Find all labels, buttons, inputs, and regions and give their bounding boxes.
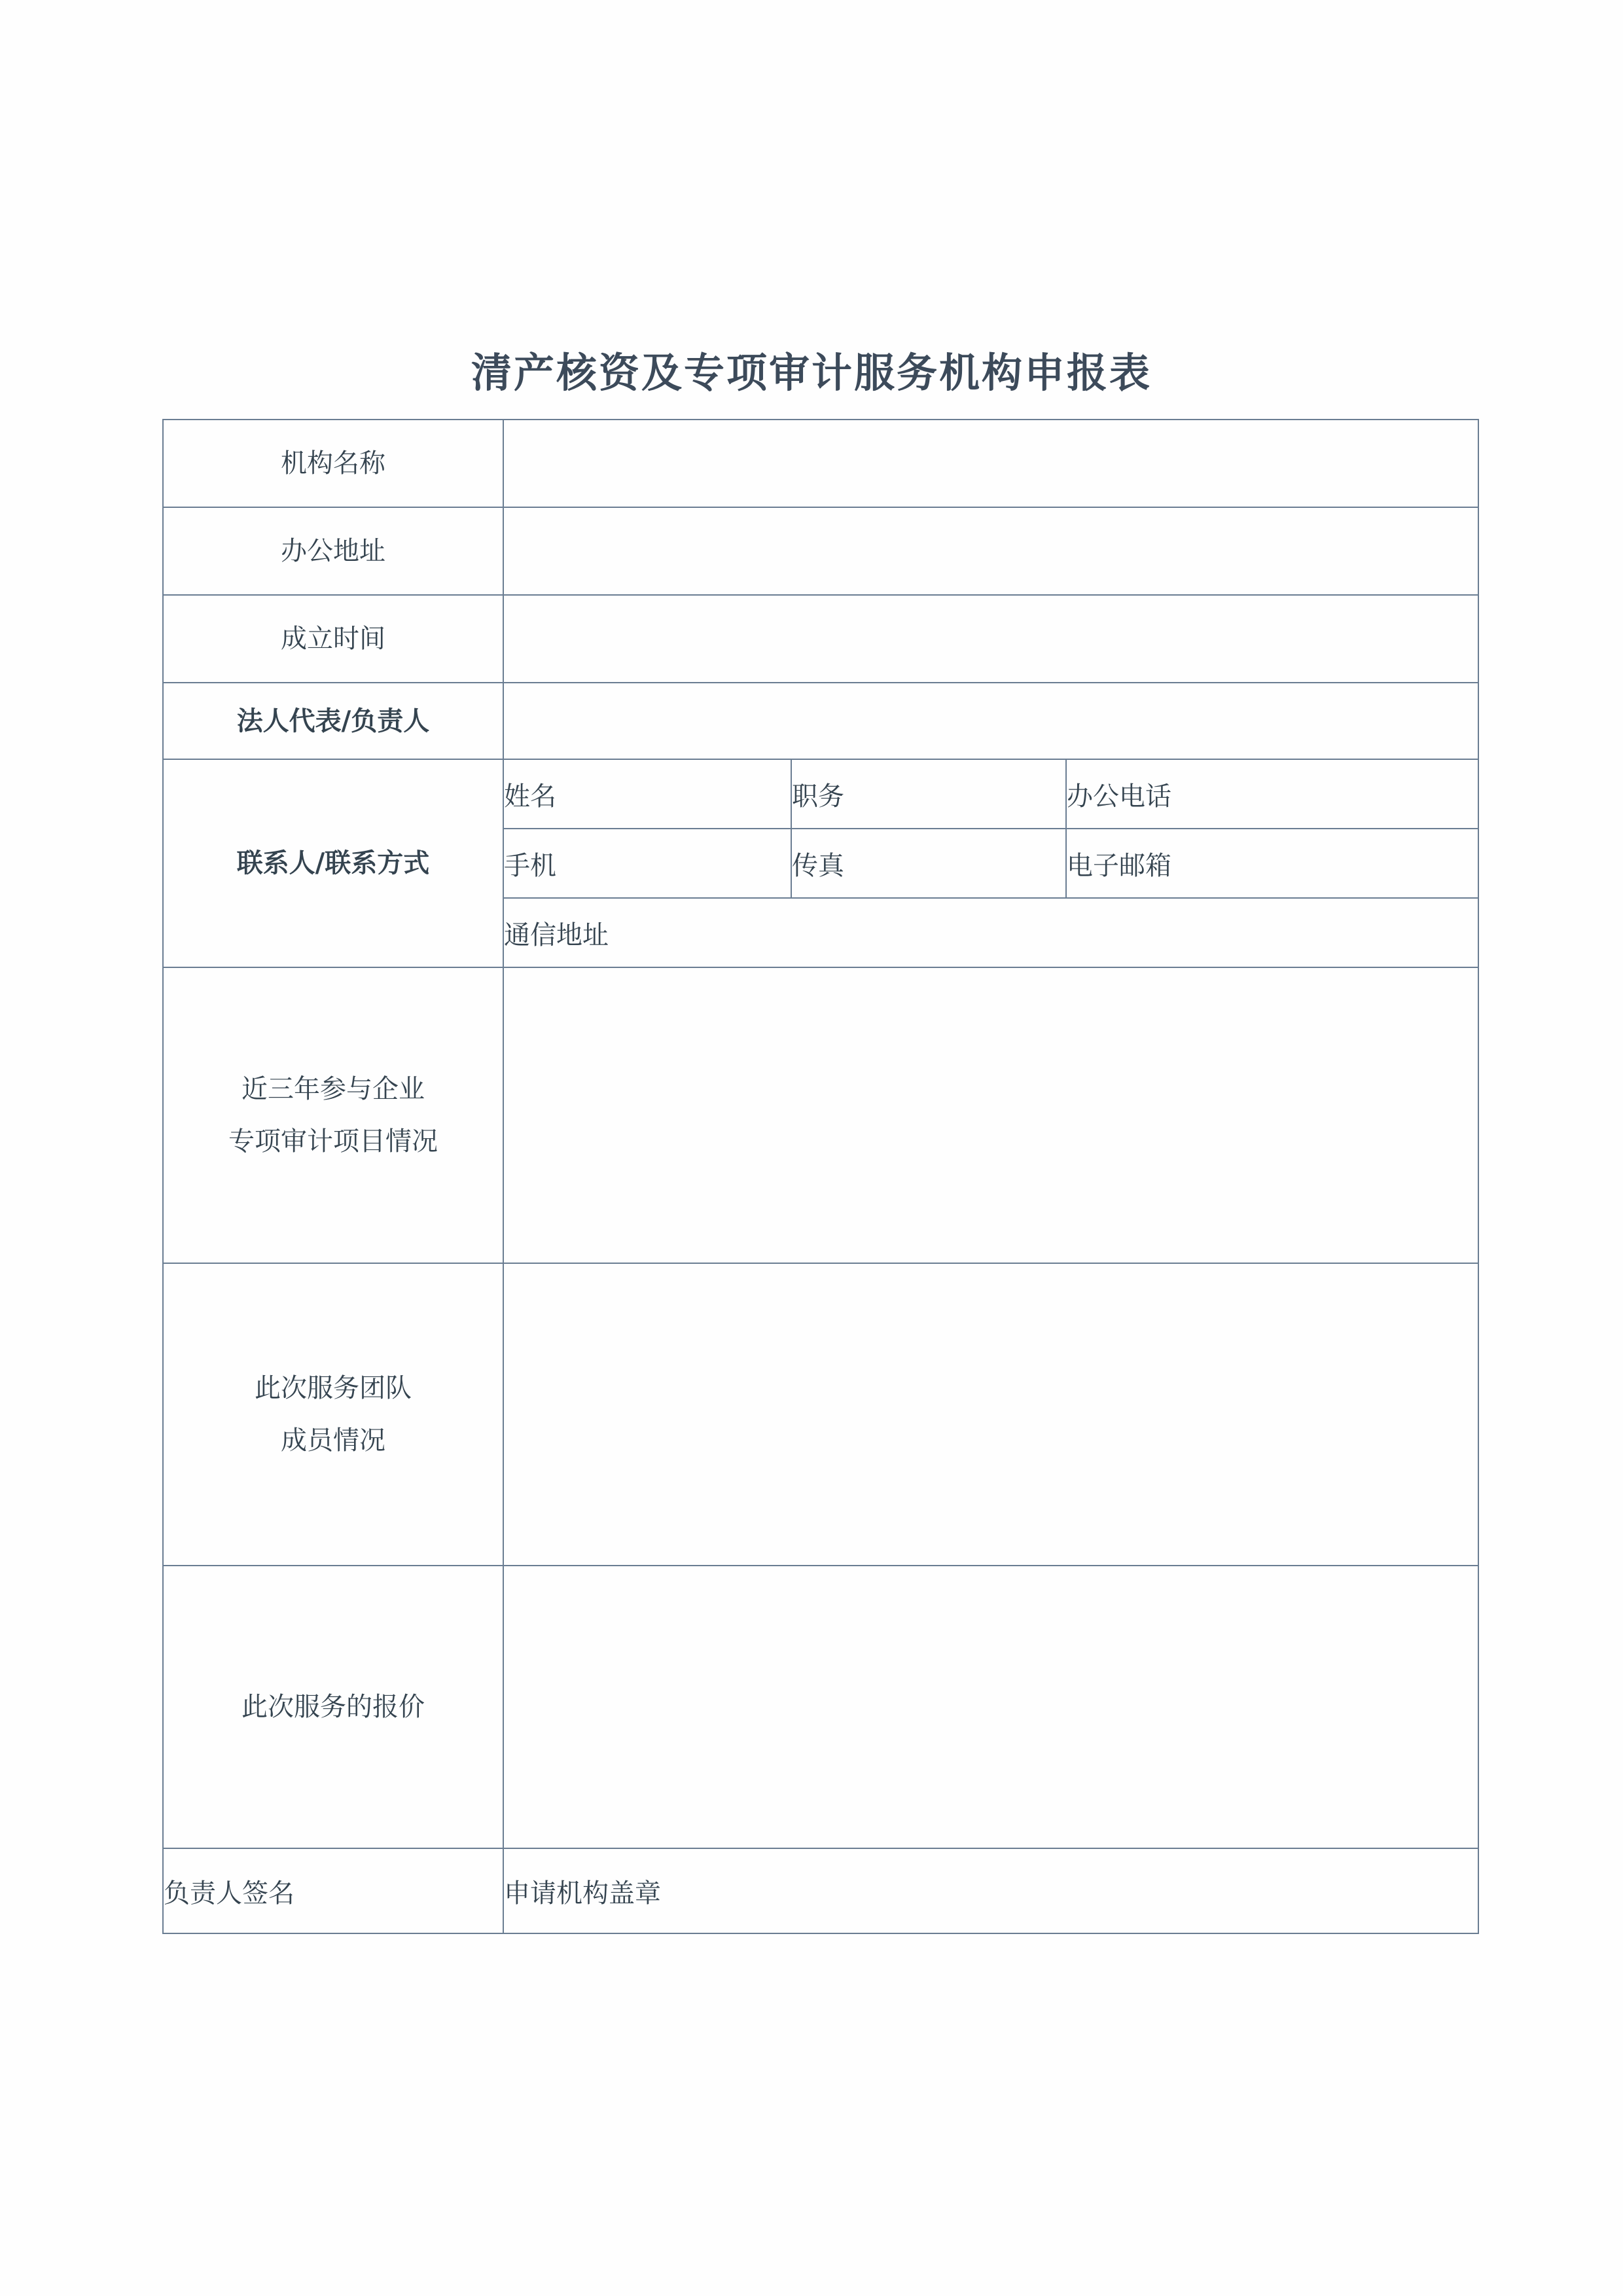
signature-label: 负责人签名	[163, 1848, 503, 1933]
table-row	[163, 967, 1478, 1263]
org-name-value[interactable]	[503, 420, 1478, 507]
contact-label: 联系人/联系方式	[163, 759, 503, 967]
contact-mobile-label: 手机	[503, 829, 791, 898]
table-row	[163, 420, 1478, 507]
contact-name-label: 姓名	[503, 759, 791, 829]
office-address-value[interactable]	[503, 507, 1478, 595]
contact-mail-address-label: 通信地址	[503, 898, 1478, 967]
recent-projects-label-line1: 近三年参与企业	[241, 1074, 425, 1104]
table-row	[163, 595, 1478, 683]
team-label	[163, 1263, 503, 1566]
table-row	[163, 683, 1478, 759]
table-row	[163, 1263, 1478, 1566]
contact-email-label: 电子邮箱	[1066, 829, 1478, 898]
org-name-label: 机构名称	[163, 420, 503, 507]
contact-office-phone-label: 办公电话	[1066, 759, 1478, 829]
team-label-line1: 此次服务团队	[255, 1373, 412, 1403]
contact-fax-label: 传真	[791, 829, 1066, 898]
table-row	[163, 507, 1478, 595]
legal-rep-value[interactable]	[503, 683, 1478, 759]
established-value[interactable]	[503, 595, 1478, 683]
seal-label: 申请机构盖章	[503, 1848, 1478, 1933]
table-row	[163, 1848, 1478, 1933]
application-form-table	[162, 419, 1479, 1934]
quote-value[interactable]	[503, 1566, 1478, 1848]
team-label-line2: 成员情况	[281, 1426, 385, 1456]
contact-position-label: 职务	[791, 759, 1066, 829]
legal-rep-label: 法人代表/负责人	[163, 683, 503, 759]
table-row	[163, 1566, 1478, 1848]
team-members-value[interactable]	[503, 1263, 1478, 1566]
recent-projects-value[interactable]	[503, 967, 1478, 1263]
table-row	[163, 759, 1478, 829]
page-title: 清产核资及专项审计服务机构申报表	[471, 349, 1152, 397]
recent-projects-label	[163, 967, 503, 1263]
established-label: 成立时间	[163, 595, 503, 683]
office-address-label: 办公地址	[163, 507, 503, 595]
recent-projects-label-line2: 专项审计项目情况	[228, 1126, 438, 1157]
quote-label: 此次服务的报价	[163, 1566, 503, 1848]
